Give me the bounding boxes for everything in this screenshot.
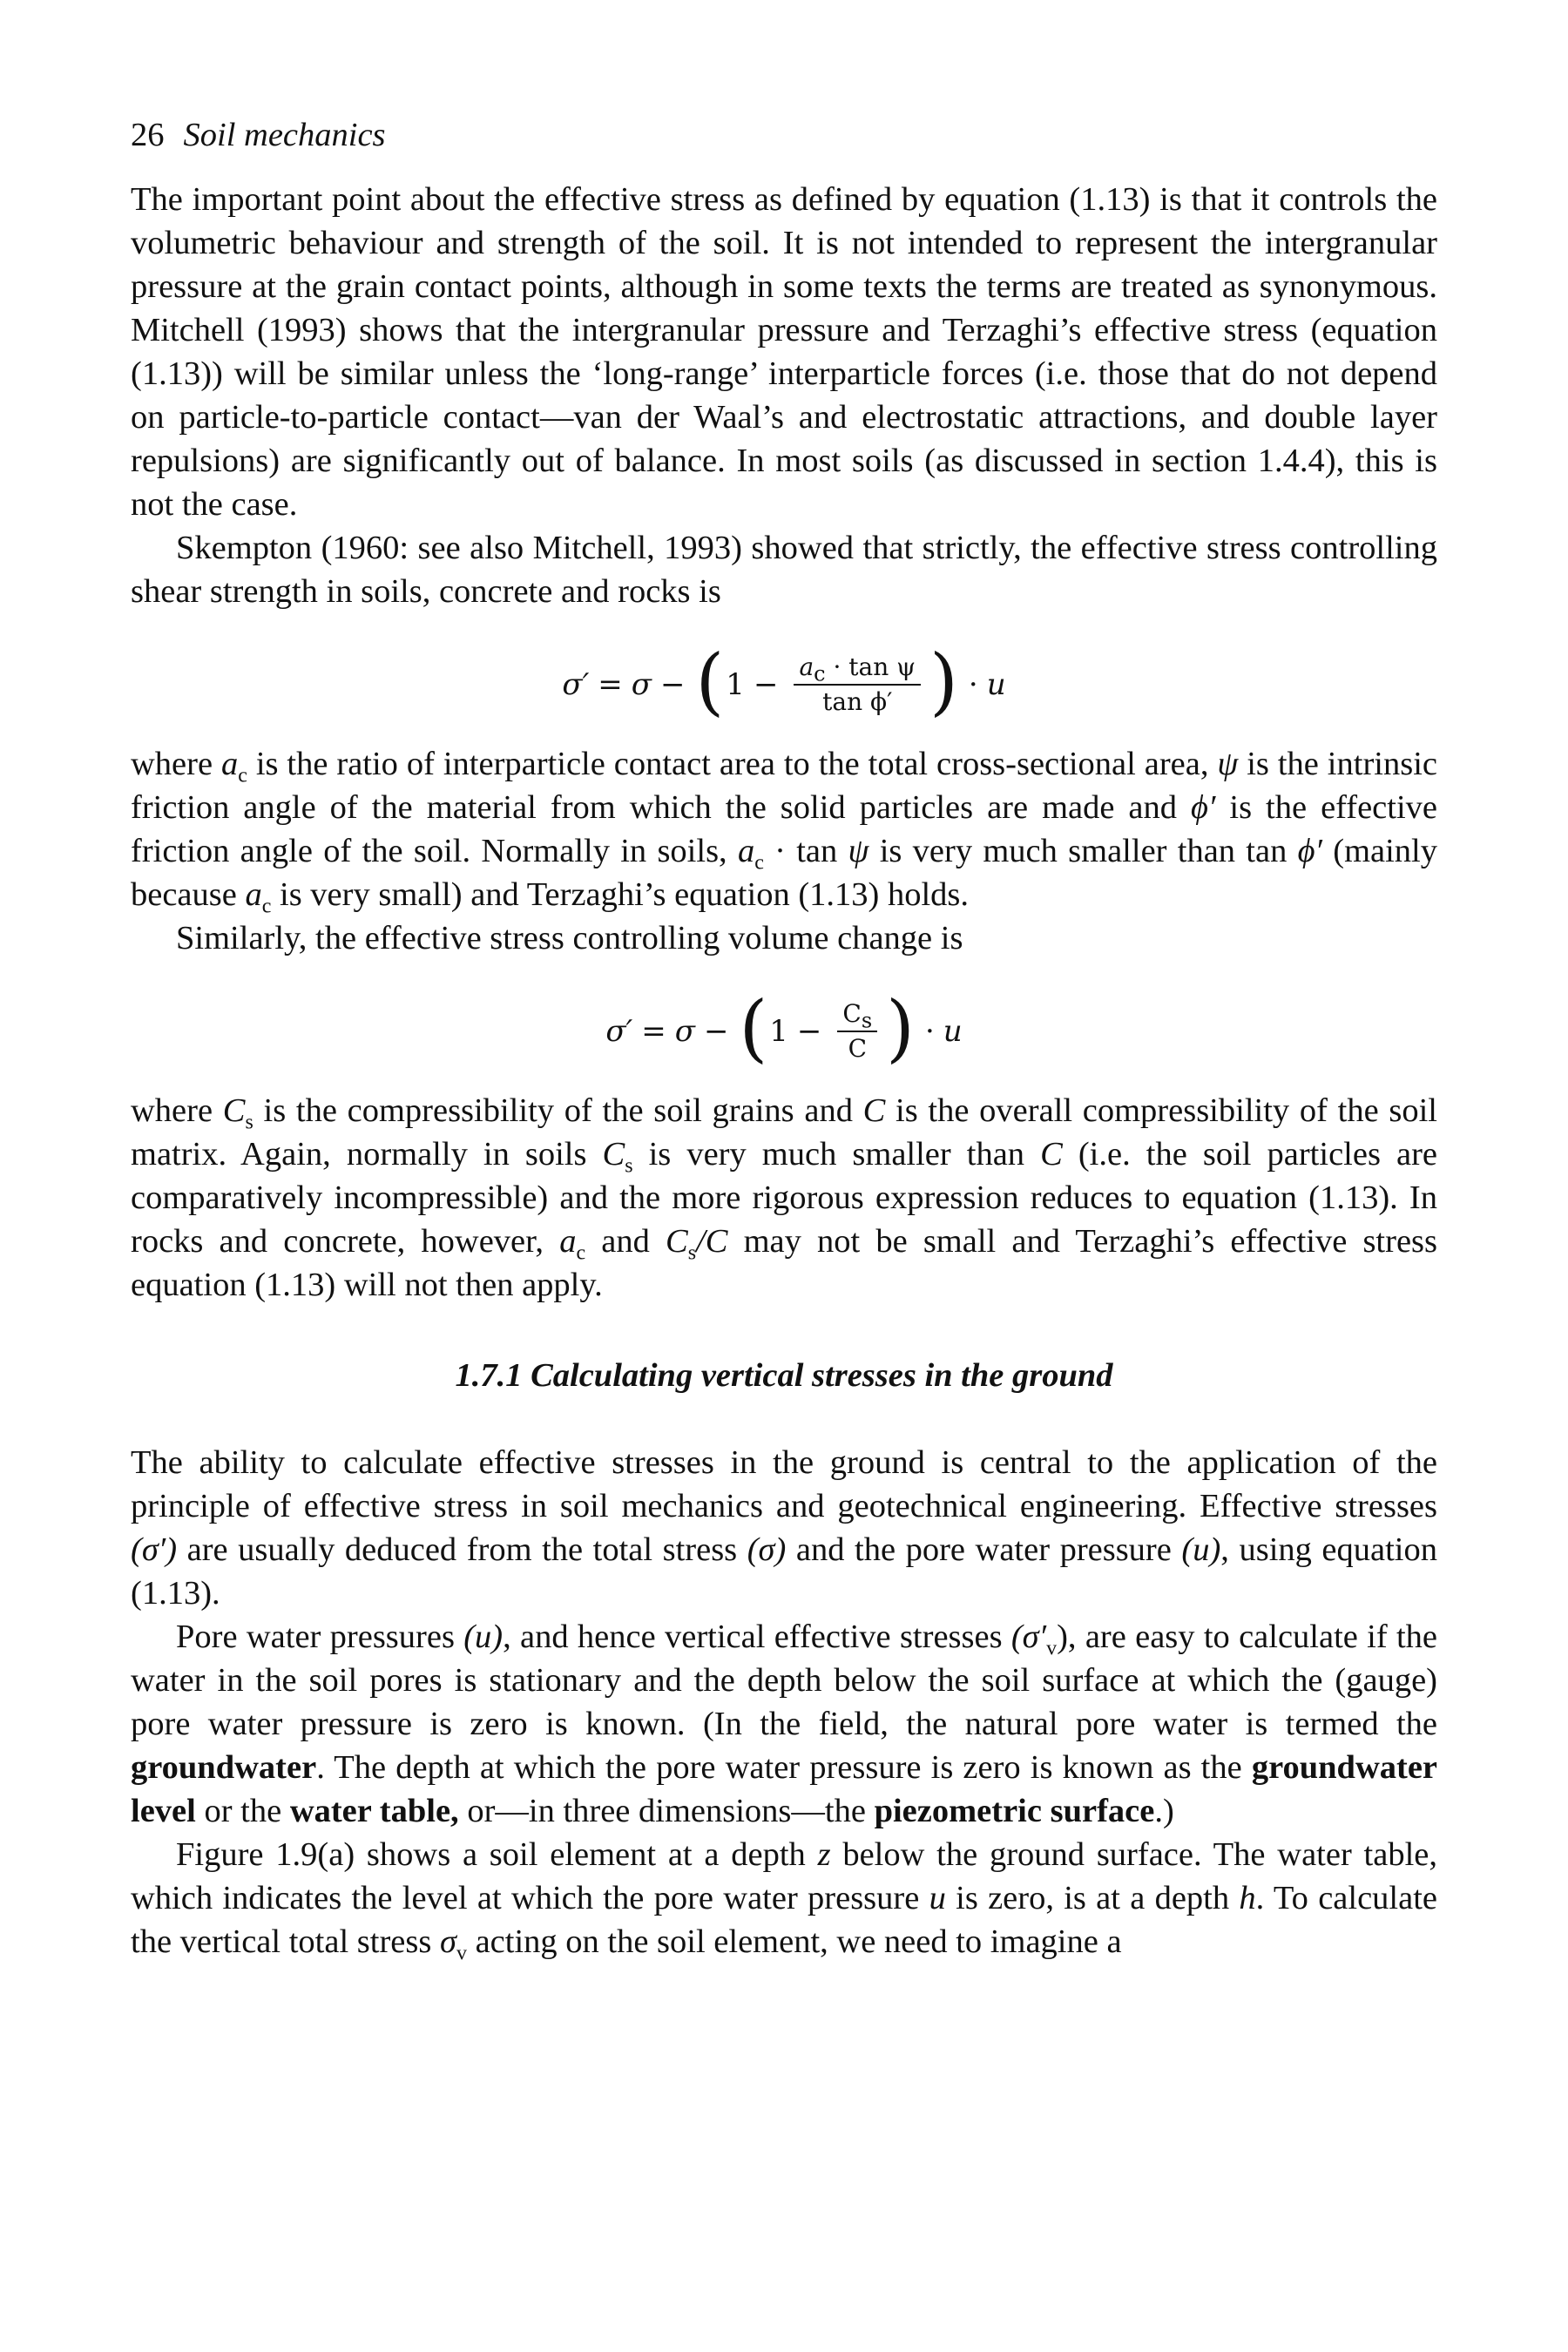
paragraph-skempton: Skempton (1960: see also Mitchell, 1993) showed that strictly, the effective stress controlling shear strength in soils, concrete and rocks is [131, 530, 1437, 610]
section-heading: 1.7.1 Calculating vertical stresses in the ground [455, 1357, 1113, 1394]
fraction-compressibility: $\frac{C_s}{C}$ [837, 999, 877, 1064]
fraction-contact-friction: $\frac{a_c \cdot \tan \psi}{\text{tan ϕ′}}$ [794, 652, 921, 717]
equation-shear-strength: σ′ = σ − ( 1 − $\frac{a_c \cdot \tan \psi}{\text{tan ϕ′}}$ ) · u [562, 639, 1006, 724]
equation-volume-change: σ′ = σ − ( 1 − $\frac{C_s}{C}$ ) · u [605, 985, 963, 1071]
paragraph-where-ac: where $a_c$ is the ratio of interparticle contact area to the total cross-sectional area, ψ is the intrinsic friction angle of the material from which the solid particles are made and ϕ′ is the effective friction angle of the soil. Normally in soils, $a_c \cdot \tan \psi$ is very much smaller than tan ϕ′ (mainly because $a_c$ is very small) and Terzaghi’s equation (1.13) holds. [131, 746, 1438, 918]
paragraph-effective-stress: The important point about the effective stress as defined by equation (1.13) is that it controls the volumetric behaviour and strength of the soil. It is not intended to represent the intergranular pressure at the grain contact points, although in some texts the terms are treated as synonymous. Mitchell (1993) shows that the intergranular pressure and Terzaghi’s effective stress (equation (1.13)) will be similar unless the ‘long-range’ interparticle forces (i.e. those that do not depend on particle-to-particle contact—van der Waal’s and electrostatic attractions, and double layer repulsions) are significantly out of balance. In most soils (as discussed in section 1.4.4), this is not the case. [131, 181, 1437, 523]
paragraph-where-cs: where $C_s$ is the compressibility of the soil grains and C is the overall compressibility of the soil matrix. Again, normally in soils $C_s$ is very much smaller than C (i.e. the soil particles are comparatively incompressible) and the more rigorous expression reduces to equation (1.13). In rocks and concrete, however, $a_c$ and $C_s/C$ may not be small and Terzaghi’s effective stress equation (1.13) will not then apply. [131, 1092, 1437, 1303]
paragraph-figure-1-9: Figure 1.9(a) shows a soil element at a depth z below the ground surface. The water table, which indicates the level at which the pore water pressure u is zero, is at a depth h. To calculate the vertical total stress $\sigma_v$ acting on the soil element, we need to imagine a [131, 1836, 1437, 1965]
running-title: Soil mechanics [183, 117, 386, 153]
page-number: 26 [131, 117, 165, 153]
paragraph-ability: The ability to calculate effective stresses in the ground is central to the application of the principle of effective stress in soil mechanics and geotechnical engineering. Effective stresses (σ′) are usually deduced from the total stress (σ) and the pore water pressure (u), using equation (1.13). [131, 1444, 1437, 1612]
book-page [131, 113, 1437, 1963]
paragraph-volume-change: Similarly, the effective stress controlling volume change is [176, 920, 963, 956]
paragraph-pore-water: Pore water pressures (u), and hence vertical effective stresses $(\sigma'_v)$, are easy to calculate if the water in the soil pores is stationary and the depth below the soil surface at which the (gauge) pore water pressure is zero is known. (In the field, the natural pore water is termed the groundwater. The depth at which the pore water pressure is zero is known as the groundwater level or the water table, or—in three dimensions—the piezometric surface.) [131, 1619, 1437, 1829]
running-head [131, 113, 1437, 157]
